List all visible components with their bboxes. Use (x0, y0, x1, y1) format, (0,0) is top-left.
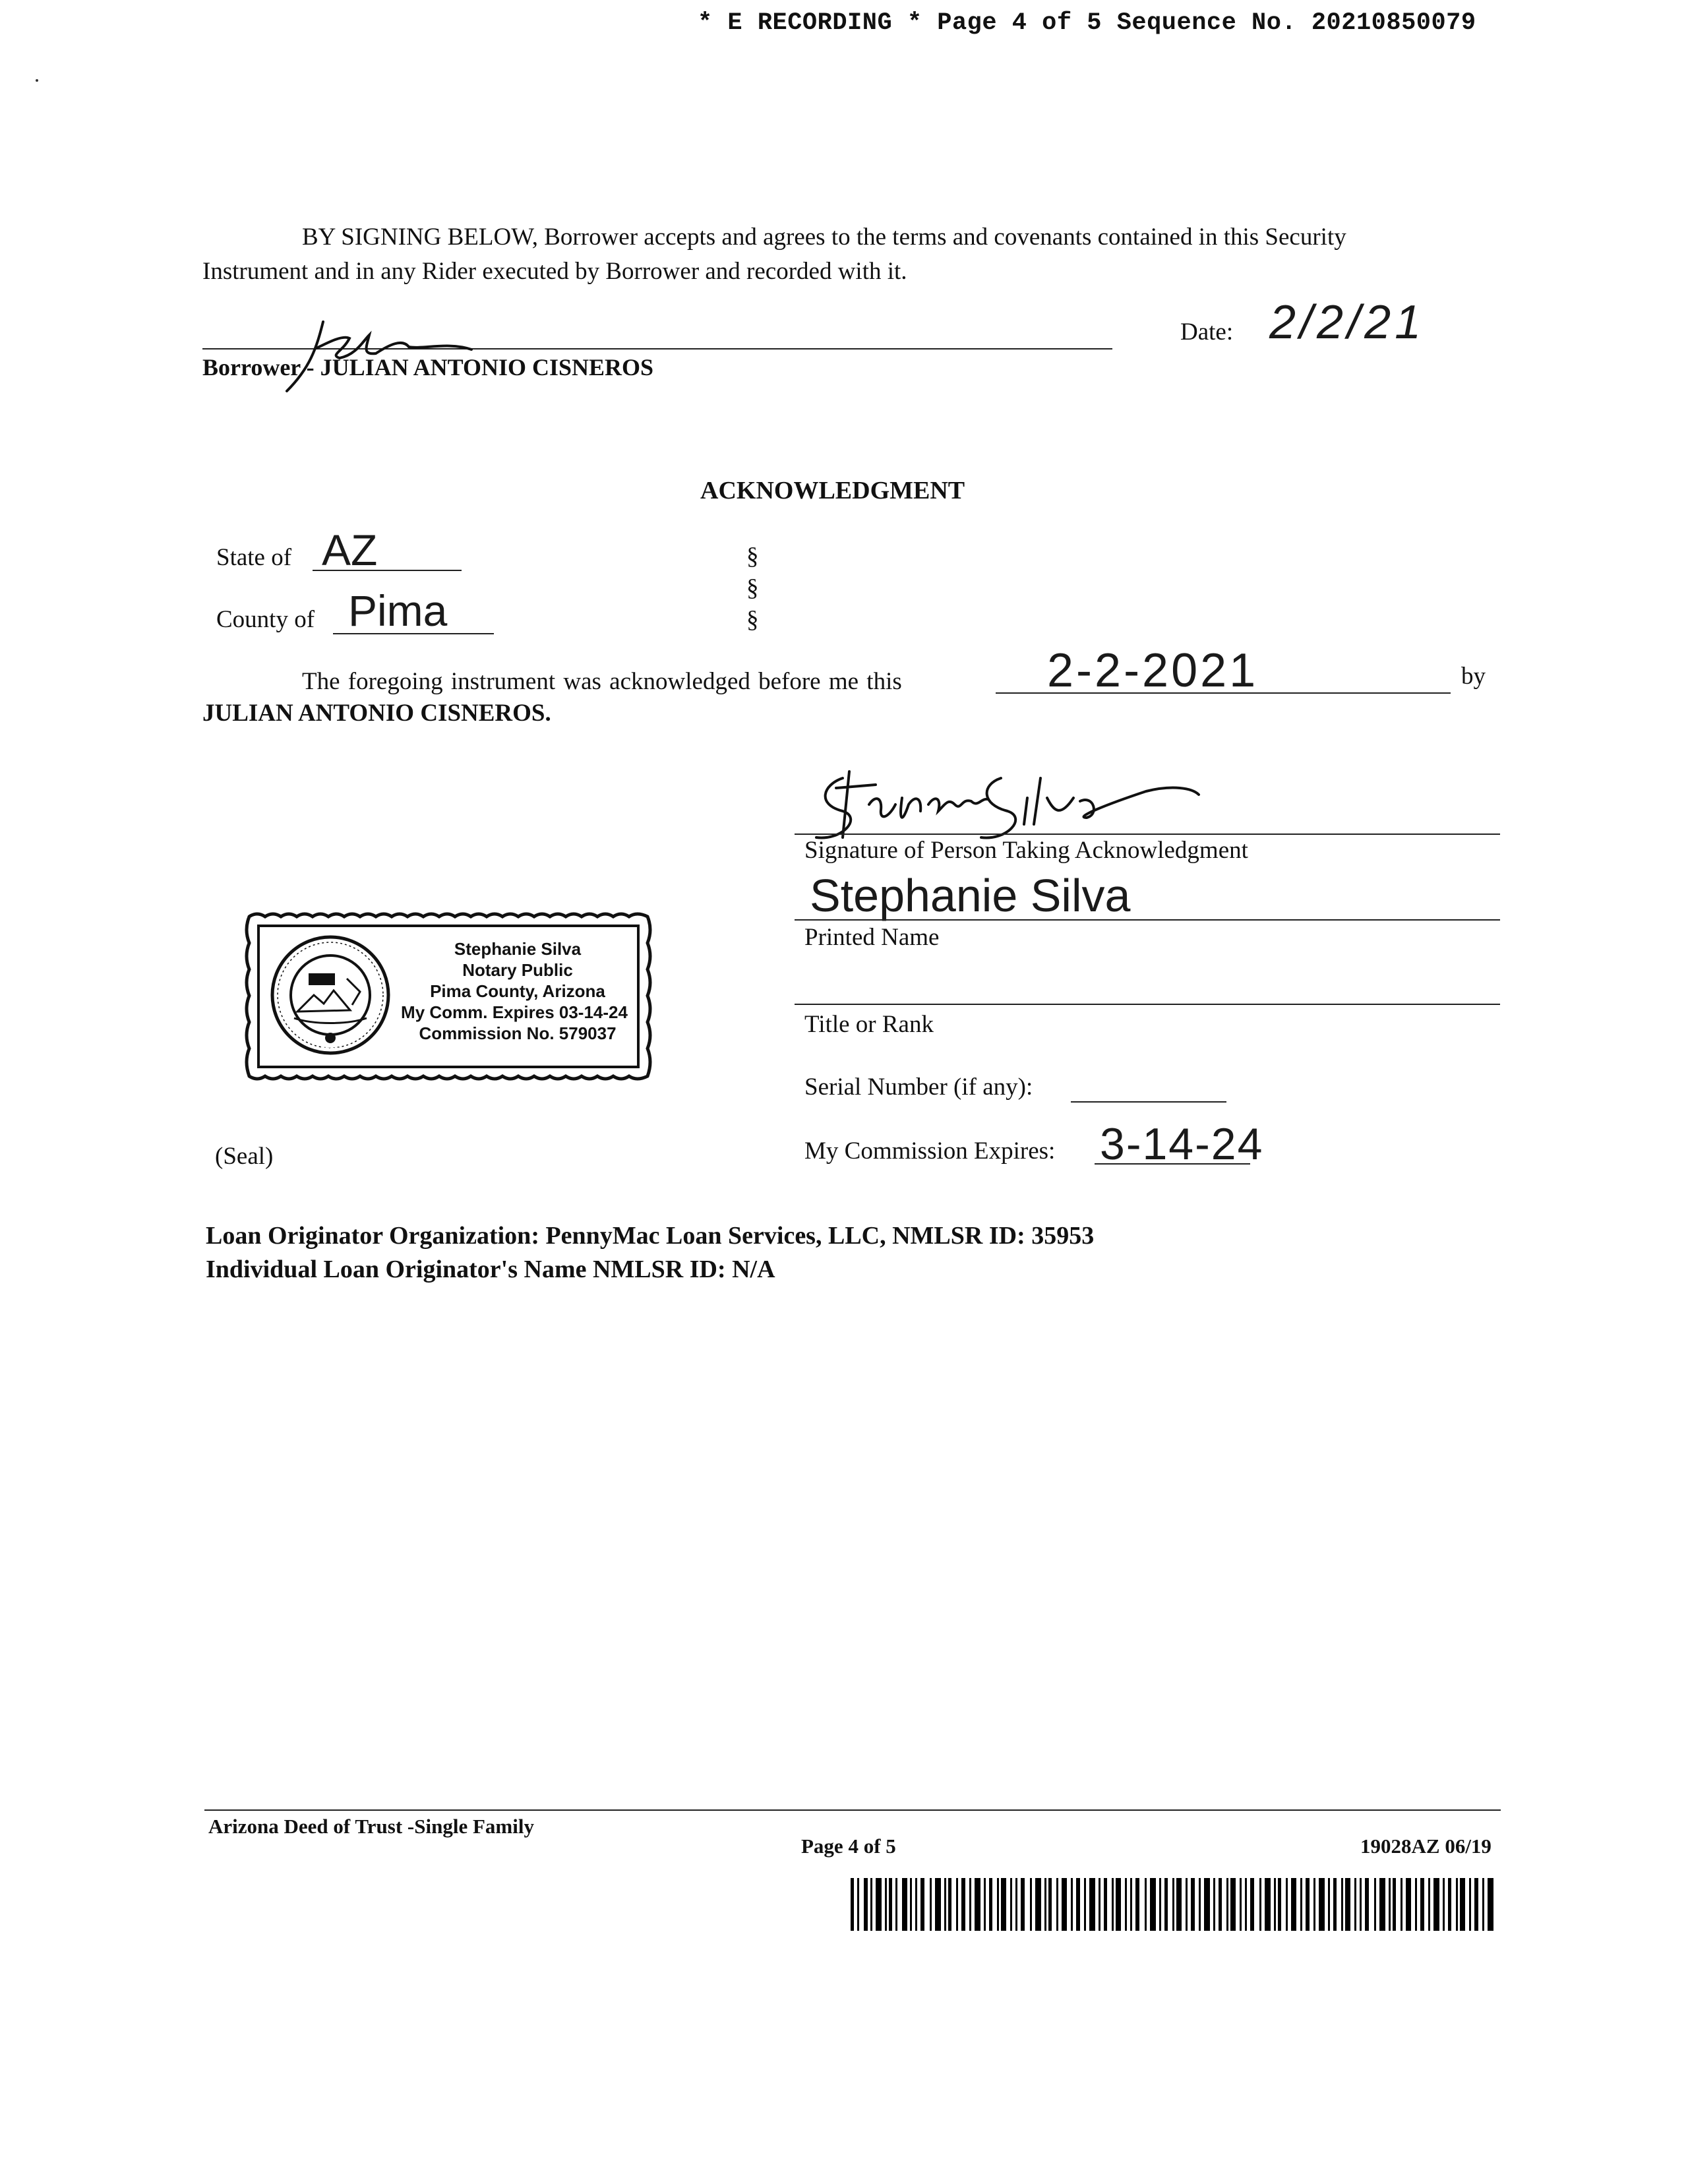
stamp-notary-title: Notary Public (462, 960, 573, 980)
stamp-notary-name: Stephanie Silva (454, 939, 582, 959)
county-underline (333, 633, 494, 634)
date-value-handwritten: 2/2/21 (1269, 296, 1426, 349)
stamp-expiration: My Comm. Expires 03-14-24 (401, 1002, 628, 1022)
seal-label: (Seal) (215, 1143, 274, 1170)
acknowledgment-heading: ACKNOWLEDGMENT (700, 477, 965, 504)
commission-expires-underline (1095, 1163, 1250, 1165)
serial-number-line (1071, 1101, 1226, 1103)
section-mark-3: § (746, 606, 759, 633)
recording-header: * E RECORDING * Page 4 of 5 Sequence No. 20210850079 (698, 9, 1476, 37)
signing-paragraph-line2: Instrument and in any Rider executed by Borrower and recorded with it. (202, 258, 907, 285)
commission-expires-label: My Commission Expires: (804, 1138, 1056, 1165)
barcode (851, 1878, 1497, 1931)
stamp-county: Pima County, Arizona (430, 981, 605, 1001)
footer-page-number: Page 4 of 5 (801, 1835, 896, 1858)
ack-date-underline (996, 692, 1451, 694)
loan-originator-organization: Loan Originator Organization: PennyMac Loan Services, LLC, NMLSR ID: 35953 (206, 1222, 1095, 1250)
printed-name-line (795, 919, 1500, 921)
individual-loan-originator: Individual Loan Originator's Name NMLSR ID: N/A (206, 1256, 775, 1283)
commission-expires-handwritten: 3-14-24 (1100, 1119, 1264, 1169)
footer-form-code: 19028AZ 06/19 (1360, 1835, 1492, 1858)
foregoing-text: The foregoing instrument was acknowledged before me this (302, 668, 902, 695)
by-text: by (1461, 663, 1486, 690)
notary-signature-line (795, 834, 1500, 835)
stamp-commission-number: Commission No. 579037 (419, 1023, 617, 1043)
acknowledged-person-name: JULIAN ANTONIO CISNEROS. (202, 700, 551, 727)
section-mark-1: § (746, 543, 759, 570)
ack-date-handwritten: 2-2-2021 (1047, 644, 1259, 697)
state-label: State of (216, 544, 292, 571)
title-rank-label: Title or Rank (804, 1011, 934, 1038)
arizona-state-seal-icon (268, 932, 393, 1058)
notary-stamp (244, 910, 653, 1083)
svg-text:1912: 1912 (321, 1041, 340, 1050)
borrower-name-label: Borrower - JULIAN ANTONIO CISNEROS (202, 354, 654, 380)
section-mark-2: § (746, 574, 759, 601)
date-label: Date: (1180, 318, 1234, 346)
serial-number-label: Serial Number (if any): (804, 1074, 1033, 1101)
scan-speck (36, 79, 38, 82)
printed-name-handwritten: Stephanie Silva (810, 870, 1131, 921)
footer-form-name: Arizona Deed of Trust -Single Family (208, 1815, 534, 1838)
state-underline (313, 570, 462, 571)
notary-signature-label: Signature of Person Taking Acknowledgment (804, 837, 1248, 864)
signing-paragraph-line1: BY SIGNING BELOW, Borrower accepts and agrees to the terms and covenants contained in this Security (302, 224, 1346, 251)
printed-name-label: Printed Name (804, 924, 940, 951)
state-value-handwritten: AZ (322, 526, 378, 574)
county-value-handwritten: Pima (348, 586, 448, 635)
footer-rule (204, 1809, 1501, 1811)
title-rank-line (795, 1004, 1500, 1005)
county-label: County of (216, 606, 315, 633)
